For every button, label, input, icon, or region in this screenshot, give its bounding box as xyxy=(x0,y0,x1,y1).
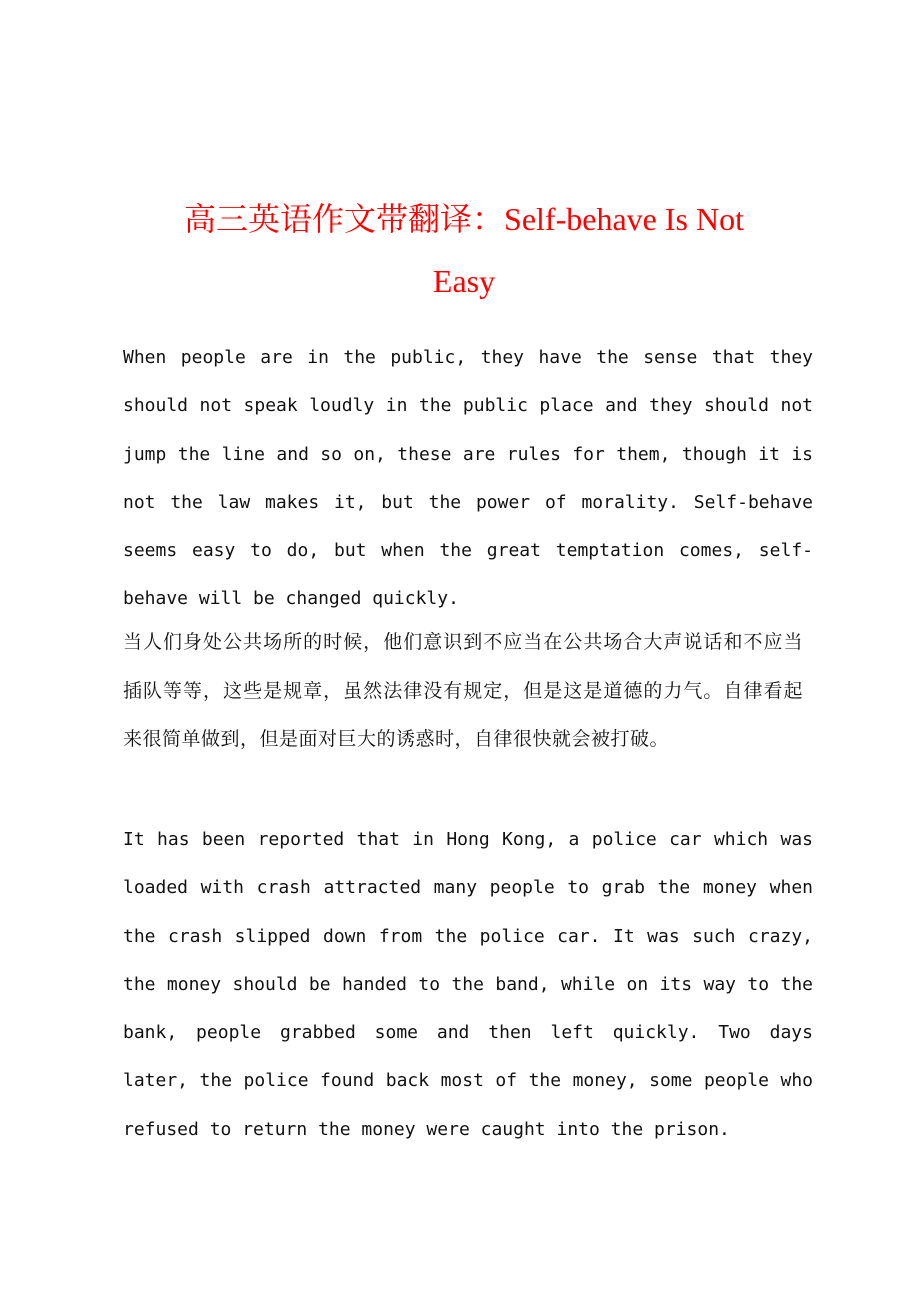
page-title xyxy=(100,188,828,312)
english-paragraph-1: When people are in the public, they have the sense that they should not speak loudly in the public place and they should not jump the line and so on, these are rules for them, though it is not the law makes it, but the power of morality. Self-behave seems easy to do, but when the great temptation comes, self-behave will be changed quickly. xyxy=(123,347,813,610)
english-paragraph-2: It has been reported that in Hong Kong, a police car which was loaded with crash attracted many people to grab the money when the crash slipped down from the police car. It was such crazy, the money should be handed to the band, while on its way to the bank, people grabbed some and then left quickly. Two days later, the police found back most of the money, some people who refused to return the money were caught into the prison. xyxy=(123,829,813,1140)
title-line-1: 高三英语作文带翻译：Self-behave Is Not xyxy=(184,201,744,237)
chinese-translation-paragraph: 当人们身处公共场所的时候，他们意识到不应当在公共场合大声说话和不应当插队等等，这些是规章，虽然法律没有规定，但是这是道德的力气。自律看起来很简单做到，但是面对巨大的诱惑时，自律很快就会被打破。 xyxy=(123,631,803,750)
title-line-2: Easy xyxy=(432,263,496,299)
